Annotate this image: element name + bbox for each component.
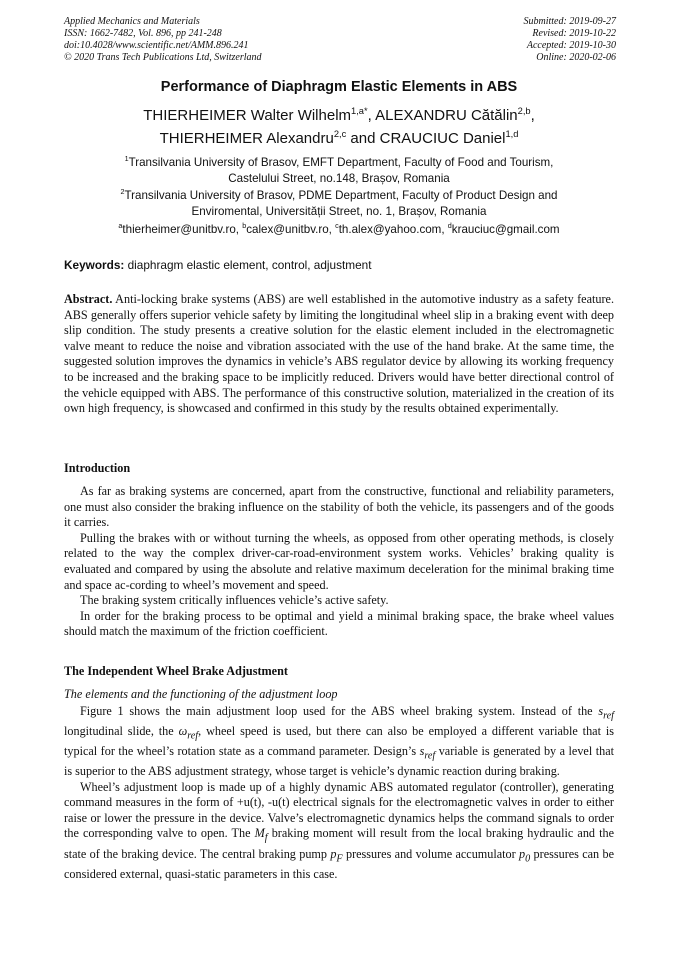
abstract-label: Abstract. [64, 292, 113, 306]
email-mark: b [242, 221, 247, 230]
text-run: pressures and volume accumulator [342, 846, 520, 861]
email-link[interactable]: calex@unitbv.ro, [246, 222, 336, 236]
keywords-text: diaphragm elastic element, control, adjustment [124, 258, 372, 272]
author-separator: and [346, 130, 380, 147]
paragraph: Pulling the brakes with or without turning the wheels, as opposed from other operating methods, is closely related to the way the complex driver-car-road-environment system works. Vehicles’ braking quality is evaluated and compared by using the absolute and relative maximum deceleration for the minimal braking time and space ac-cording to wheel’s movement and speed. [64, 530, 614, 592]
date-submitted: Submitted: 2019-09-27 [523, 16, 616, 27]
journal-name: Applied Mechanics and Materials [64, 16, 200, 27]
paragraph: In order for the braking process to be optimal and yield a minimal braking space, the brake wheel values should match the maximum of the friction coefficient. [64, 608, 614, 639]
affiliation-1 [0, 151, 678, 187]
text-run: , wheel speed is used, but there can also be employed a different variable that is typical for the wheel’s rotation state as a command parameter. Design’s [64, 724, 614, 759]
symbol-base: s [598, 704, 604, 718]
author-affiliation-mark: 1,d [505, 129, 519, 139]
author-affiliation-mark: 2,c [333, 129, 347, 139]
symbol-base: p [330, 846, 337, 861]
author-name: CRAUCIUC Daniel [379, 130, 506, 147]
text-run: variable is generated by a level that is superior to the ABS adjustment strategy, whose target is vehicle’s dynamic reaction during braking. [64, 744, 614, 779]
author-separator: , [530, 107, 535, 124]
author-name: THIERHEIMER Alexandru [159, 130, 334, 147]
symbol-base: s [419, 744, 425, 759]
text-run: braking moment will result from the local braking hydraulic and the state of the braking device. The central braking pump [64, 826, 614, 861]
text-run: Wheel’s adjustment loop is made up of a highly dynamic ABS automated regulator (controller), generating command measures in the form of +u(t), -u(t) electrical signals for the electromagnetic valves in order to either raise or lower the pressure in the device. Valve’s electromagnetic dynamics helps the command signals to order the corresponding valve to open. The [64, 779, 614, 841]
symbol-subscript: ref [603, 710, 614, 722]
email-mark: d [447, 221, 452, 230]
date-online: Online: 2020-02-06 [536, 52, 616, 63]
author-affiliation-mark: 1,a* [351, 106, 368, 116]
author-emails [0, 221, 678, 236]
author-separator: , [367, 107, 376, 124]
journal-info [64, 16, 262, 64]
symbol [254, 826, 268, 844]
keywords [64, 258, 372, 272]
affiliation-number: 1 [124, 154, 129, 163]
symbol-base: ω [178, 724, 188, 739]
symbol-subscript: f [264, 832, 268, 844]
email-link[interactable]: thierheimer@unitbv.ro, [122, 222, 243, 236]
author-affiliation-mark: 2,b [517, 106, 531, 116]
section-heading-wheel-brake-adjustment: The Independent Wheel Brake Adjustment [64, 664, 288, 678]
symbol [598, 704, 614, 722]
date-accepted: Accepted: 2019-10-30 [526, 40, 616, 51]
symbol [178, 724, 199, 742]
journal-copyright: © 2020 Trans Tech Publications Ltd, Switzerland [64, 52, 262, 63]
email-mark: c [335, 221, 339, 230]
paragraph [64, 704, 614, 780]
symbol-subscript: 0 [525, 852, 531, 864]
affiliation-line: Castelului Street, no.148, Brașov, Romania [228, 171, 450, 185]
text-run: longitudinal slide, the [64, 724, 179, 739]
symbol-base: M [254, 826, 265, 841]
symbol-base: p [519, 846, 526, 861]
text-run: pressures can be considered external, quasi-static parameters in this case. [64, 846, 614, 881]
symbol-subscript: ref [424, 750, 436, 762]
affiliation-line: Transilvania University of Brasov, PDME Department, Faculty of Product Design and [124, 188, 558, 202]
author-name: ALEXANDRU Cătălin [375, 107, 518, 124]
affiliation-number: 2 [120, 187, 125, 196]
journal-doi: doi:10.4028/www.scientific.net/AMM.896.241 [64, 40, 249, 51]
symbol [519, 846, 531, 864]
journal-issn: ISSN: 1662-7482, Vol. 896, pp 241-248 [64, 28, 222, 39]
paragraph [64, 780, 614, 882]
text-run: Figure 1 shows the main adjustment loop used for the ABS wheel braking system. Instead of the [80, 704, 599, 718]
symbol [330, 846, 343, 864]
section-2-body [64, 704, 614, 882]
author-list [0, 102, 678, 148]
email-link[interactable]: krauciuc@gmail.com [451, 222, 560, 236]
abstract-text: Anti-locking brake systems (ABS) are well established in the automotive industry as a safety feature. ABS generally offers superior vehicle safety by limiting the longitudinal wheel slip in a braking event with deep slip condition. The study presents a creative solution for the elastic element included in the electromagnetic valve meant to reduce the noise and vibration associated with the use of the hand brake. At the same time, the suggested solution improves the dynamics in vehicle’s ABS regulator device by allowing its working frequency to be increased and the braking space to be implicitly reduced. Drivers would have better directional control of the vehicle equipped with ABS. The performance of this constructive solution, materialized in the creation of its own high frequency, is showcased and confirmed in this study by the results obtained experimentally. [64, 292, 614, 416]
email-mark: a [118, 221, 123, 230]
introduction-body [64, 484, 614, 640]
subsection-heading: The elements and the functioning of the adjustment loop [64, 687, 338, 701]
symbol-subscript: ref [187, 730, 199, 742]
paragraph: The braking system critically influences vehicle’s active safety. [80, 593, 389, 608]
publication-dates [524, 16, 617, 64]
symbol-subscript: F [336, 852, 343, 864]
date-revised: Revised: 2019-10-22 [532, 28, 616, 39]
symbol [419, 744, 436, 762]
author-name: THIERHEIMER Walter Wilhelm [143, 107, 352, 124]
paragraph: As far as braking systems are concerned, apart from the constructive, functional and reliability parameters, one must also consider the braking influence on the stability of both the vehicle, its passengers and of the goods it carries. [64, 484, 614, 530]
affiliation-line: Transilvania University of Brasov, EMFT Department, Faculty of Food and Tourism, [128, 155, 554, 169]
affiliation-2 [0, 184, 678, 220]
email-link[interactable]: th.alex@yahoo.com, [338, 222, 448, 236]
abstract [64, 292, 614, 417]
paper-title: Performance of Diaphragm Elastic Elements in ABS [160, 79, 518, 95]
affiliation-line: Enviromental, Universității Street, no. 1, Brașov, Romania [191, 204, 487, 218]
keywords-label: Keywords: [64, 258, 125, 272]
section-heading-introduction: Introduction [64, 461, 131, 475]
